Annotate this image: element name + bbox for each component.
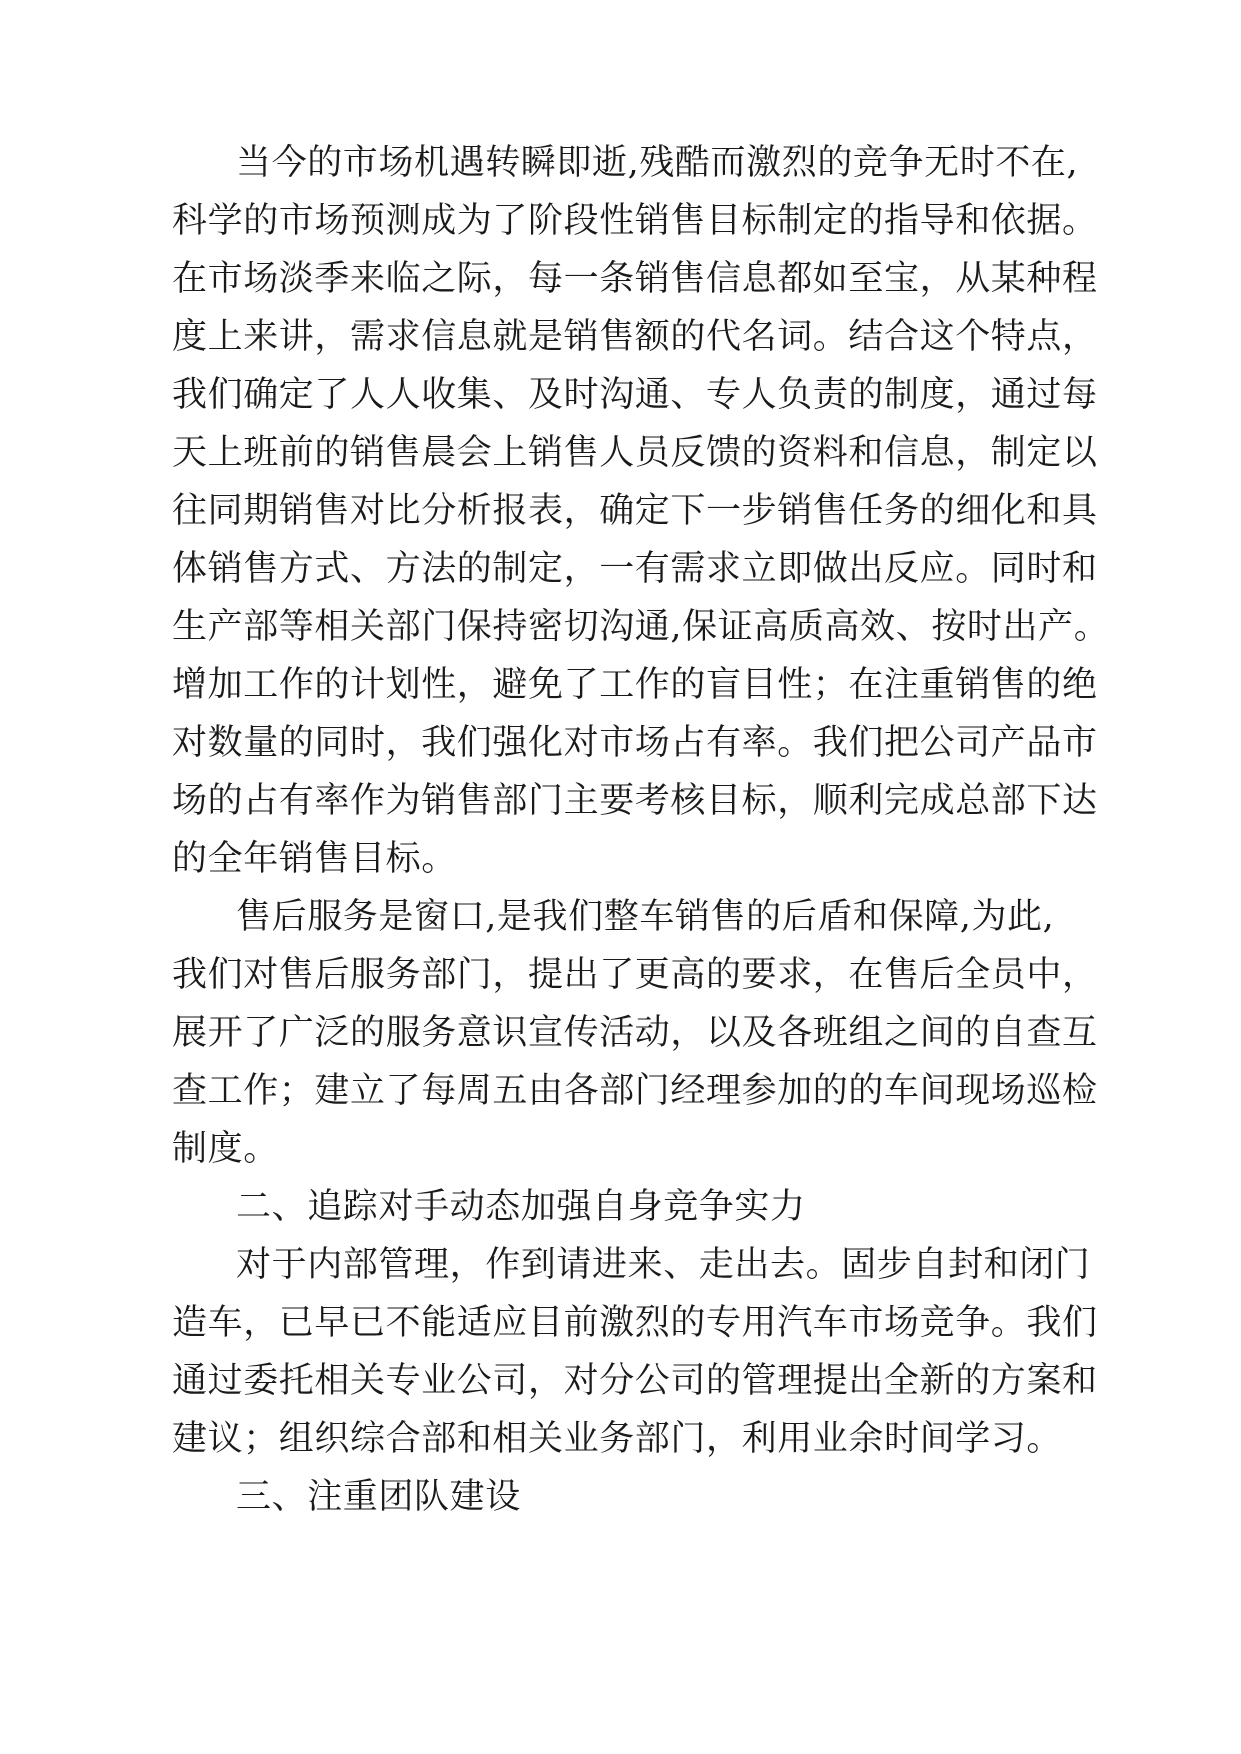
text-line: 科学的市场预测成为了阶段性销售目标制定的指导和依据。 [172,201,1098,241]
text-line: 往同期销售对比分析报表，确定下一步销售任务的细化和具 [172,491,1098,531]
text-line: 在市场淡季来临之际，每一条销售信息都如至宝，从某种程 [172,259,1098,299]
text-line: 天上班前的销售晨会上销售人员反馈的资料和信息，制定以 [172,433,1098,473]
text-line: 体销售方式、方法的制定，一有需求立即做出反应。同时和 [172,549,1098,589]
text-line: 生产部等相关部门保持密切沟通,保证高质高效、按时出产。 [172,607,1110,647]
text-line: 建议；组织综合部和相关业务部门，利用业余时间学习。 [172,1419,1063,1459]
text-line: 售后服务是窗口,是我们整车销售的后盾和保障,为此, [236,897,1055,937]
text-line: 的全年销售目标。 [172,839,457,879]
text-line: 我们确定了人人收集、及时沟通、专人负责的制度，通过每 [172,375,1098,415]
text-line: 我们对售后服务部门，提出了更高的要求，在售后全员中， [172,955,1098,995]
text-line: 增加工作的计划性，避免了工作的盲目性；在注重销售的绝 [172,665,1098,705]
section-heading: 三、注重团队建设 [236,1477,521,1517]
text-line: 场的占有率作为销售部门主要考核目标，顺利完成总部下达 [172,781,1098,821]
text-line: 度上来讲，需求信息就是销售额的代名词。结合这个特点， [172,317,1098,357]
text-line: 对数量的同时，我们强化对市场占有率。我们把公司产品市 [172,723,1098,763]
text-line: 当今的市场机遇转瞬即逝,残酷而激烈的竞争无时不在, [236,143,1079,183]
text-line: 对于内部管理，作到请进来、走出去。固步自封和闭门 [236,1245,1091,1285]
text-line: 造车，已早已不能适应目前激烈的专用汽车市场竞争。我们 [172,1303,1098,1343]
text-line: 通过委托相关专业公司，对分公司的管理提出全新的方案和 [172,1361,1098,1401]
text-line: 查工作；建立了每周五由各部门经理参加的的车间现场巡检 [172,1071,1098,1111]
section-heading: 二、追踪对手动态加强自身竞争实力 [236,1187,806,1227]
text-line: 展开了广泛的服务意识宣传活动，以及各班组之间的自查互 [172,1013,1098,1053]
text-line: 制度。 [172,1129,279,1169]
